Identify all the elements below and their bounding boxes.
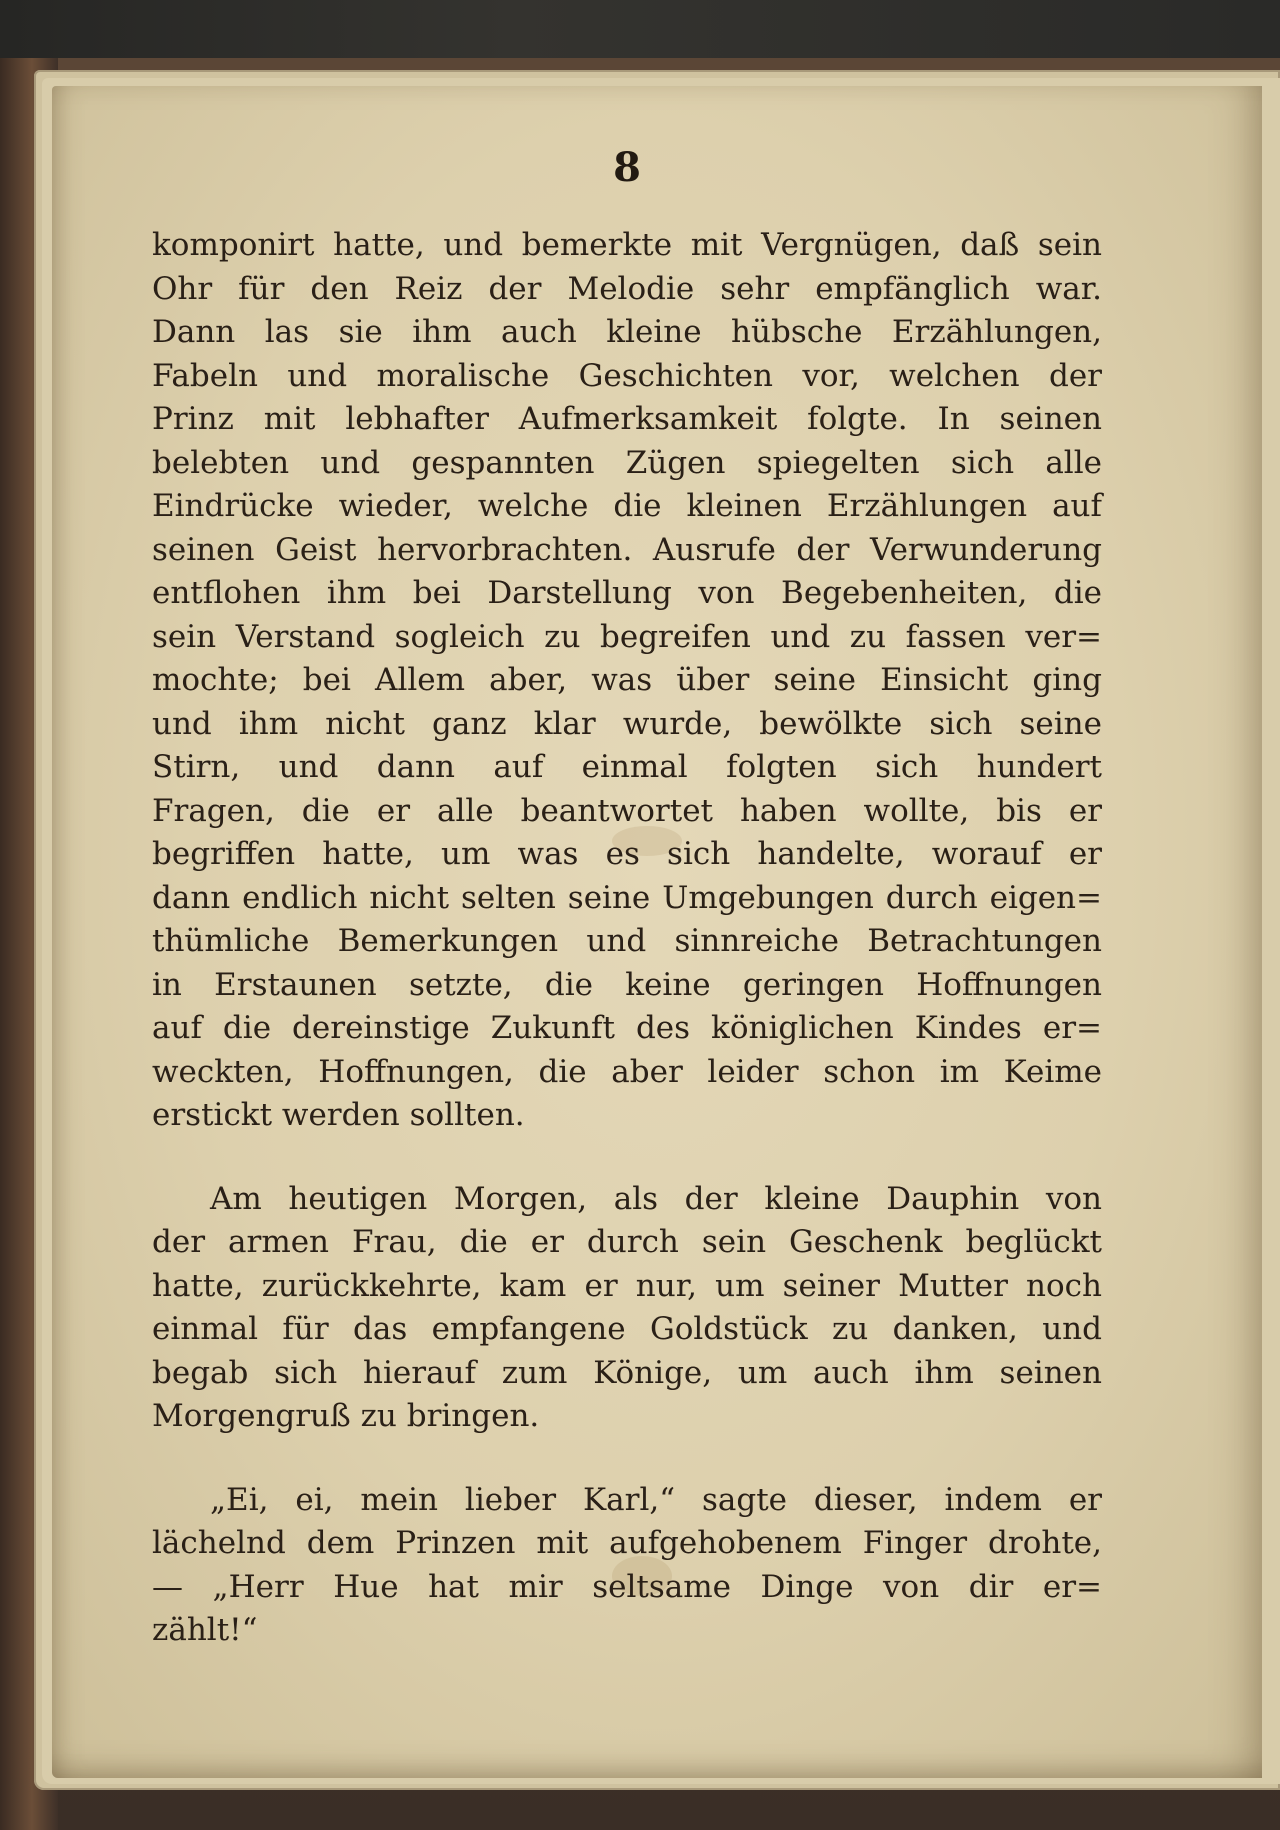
- paragraph: [152, 1178, 1102, 1439]
- text-line: Am heutigen Morgen, als der kleine Dauphin von: [210, 1180, 1102, 1217]
- text-line: komponirt hatte, und bemerkte mit Vergnügen, daß sein: [152, 227, 1102, 263]
- text-line: erstickt werden sollten.: [152, 1097, 525, 1133]
- text-line: Prinz mit lebhafter Aufmerksamkeit folgte. In seinen: [152, 401, 1102, 437]
- text-line: Dann las sie ihm auch kleine hübsche Erzählungen,: [152, 314, 1102, 350]
- text-line: begab sich hierauf zum Könige, um auch ihm seinen: [152, 1354, 1102, 1391]
- text-line: begriffen hatte, um was es sich handelte, worauf er: [152, 836, 1102, 872]
- paragraph-gap: [152, 1138, 1102, 1178]
- text-line: mochte; bei Allem aber, was über seine Einsicht ging: [152, 662, 1102, 698]
- text-line: in Erstaunen setzte, die keine geringen Hoffnungen: [152, 966, 1102, 1003]
- paragraph: [152, 1479, 1102, 1653]
- page-number: 8: [613, 144, 641, 191]
- text-line: Morgengruß zu bringen.: [152, 1398, 540, 1434]
- text-line: und ihm nicht ganz klar wurde, bewölkte sich seine: [152, 705, 1102, 742]
- paragraph: [152, 224, 1102, 1138]
- book-page: [52, 86, 1262, 1778]
- text-line: der armen Frau, die er durch sein Geschenk beglückt: [152, 1224, 1102, 1260]
- text-line: „Ei, ei, mein lieber Karl,“ sagte dieser, indem er: [210, 1481, 1102, 1518]
- text-line: thümliche Bemerkungen und sinnreiche Betrachtungen: [152, 923, 1102, 959]
- paragraph-gap: [152, 1439, 1102, 1479]
- text-line: hatte, zurückkehrte, kam er nur, um seiner Mutter noch: [152, 1267, 1102, 1304]
- text-line: sein Verstand sogleich zu begreifen und zu fassen ver=: [152, 618, 1102, 655]
- text-line: Fabeln und moralische Geschichten vor, welchen der: [152, 357, 1102, 394]
- text-line: dann endlich nicht selten seine Umgebungen durch eigen=: [152, 879, 1102, 916]
- text-line: lächelnd dem Prinzen mit aufgehobenem Finger drohte,: [152, 1525, 1102, 1561]
- text-line: Fragen, die er alle beantwortet haben wollte, bis er: [152, 792, 1102, 829]
- text-line: seinen Geist hervorbrachten. Ausrufe der Verwunderung: [152, 531, 1102, 568]
- text-line: zählt!“: [152, 1612, 258, 1648]
- text-line: belebten und gespannten Zügen spiegelten sich alle: [152, 444, 1102, 481]
- text-line: Eindrücke wieder, welche die kleinen Erzählungen auf: [152, 488, 1102, 524]
- text-line: Stirn, und dann auf einmal folgten sich hundert: [152, 749, 1102, 785]
- text-line: — „Herr Hue hat mir seltsame Dinge von dir er=: [152, 1568, 1102, 1605]
- text-line: einmal für das empfangene Goldstück zu danken, und: [152, 1311, 1102, 1347]
- body-text: [152, 224, 1102, 1653]
- text-line: auf die dereinstige Zukunft des königlichen Kindes er=: [152, 1010, 1102, 1046]
- text-line: weckten, Hoffnungen, die aber leider schon im Keime: [152, 1053, 1102, 1090]
- text-line: Ohr für den Reiz der Melodie sehr empfänglich war.: [152, 270, 1102, 307]
- text-line: entflohen ihm bei Darstellung von Begebenheiten, die: [152, 575, 1102, 611]
